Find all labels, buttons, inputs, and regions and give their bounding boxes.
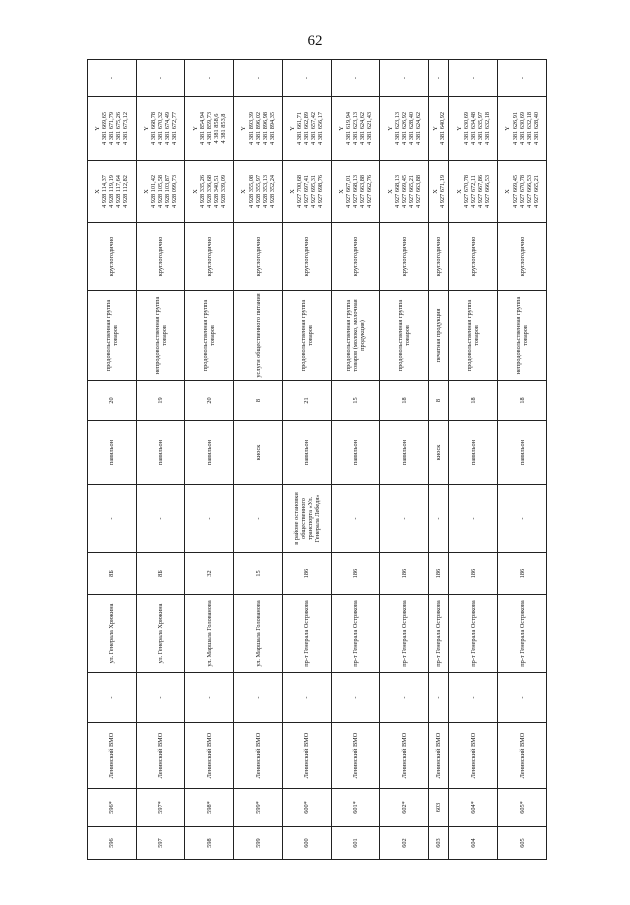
place-id-cell: 605* [498,789,547,827]
coordinate-line: Y [240,126,248,131]
coordinate-line: 4 381 854,94 [198,111,206,146]
row-number-cell: 599 [234,827,283,860]
place-id-cell: 599* [234,789,283,827]
specialization-cell: продовольственная группа товаров [282,291,331,381]
empty-column-cell: - [498,673,547,723]
row-number-cell: 603 [429,827,449,860]
empty-column-cell: - [234,673,283,723]
coordinate-line: 4 927 667,86 [476,174,484,209]
coordinate-line: 4 928 353,13 [261,174,269,209]
specialization-cell: услуги общественного питания [234,291,283,381]
object-type-cell: киоск [234,421,283,485]
street-cell: пр-т Генерала Острякова [331,595,380,673]
coordinate-line: 4 381 893,39 [247,111,255,146]
landmark-cell: - [498,485,547,553]
specialization-cell: продовольственная группа товаров [449,291,498,381]
coordinate-line: 4 381 662,89 [303,111,311,146]
y-coordinates-cell [498,97,547,161]
y-coordinates-cell [282,97,331,161]
period-cell: круглогодично [498,223,547,291]
object-type-cell: павильон [88,421,137,485]
house-number-cell: 186 [380,553,429,595]
coordinate-line: X [191,189,199,194]
y-coordinates-cell [380,97,429,161]
place-id-cell: 600* [282,789,331,827]
table-row [185,60,234,860]
area-cell: 20 [88,381,137,421]
row-number-cell: 596 [88,827,137,860]
district-cell: Ленинский ВМО [234,723,283,789]
coordinate-line: 4 927 665,21 [532,174,540,209]
coordinate-line: 4 381 621,43 [366,111,374,146]
coordinate-line: 4 381 640,92 [438,111,446,146]
x-coordinates-cell [498,161,547,223]
coordinate-line: 4 927 663,88 [359,174,367,209]
coordinate-line: 4 928 339,09 [219,174,227,209]
empty-column-cell: - [449,673,498,723]
coordinate-line: X [455,189,463,194]
coordinate-line: 4 381 673,12 [122,111,130,146]
specialization-cell: непродовольственная группа товаров [498,291,547,381]
area-cell: 8 [429,381,449,421]
x-coordinates-cell [88,161,137,223]
coordinate-line: 4 381 674,49 [164,111,172,146]
last-column-cell: - [498,60,547,97]
coordinate-line: 4 927 669,45 [400,174,408,209]
coordinate-line: X [386,189,394,194]
table-row [234,60,283,860]
coordinate-line: 4 928 335,26 [198,174,206,209]
last-column-cell: - [185,60,234,97]
y-coordinates-cell [234,97,283,161]
coordinate-line: 4 927 669,45 [511,174,519,209]
coordinate-line: 4 381 656,17 [317,111,325,146]
row-number-cell: 604 [449,827,498,860]
house-number-cell: 8Б [88,553,137,595]
x-coordinates-cell [331,161,380,223]
district-cell: Ленинский ВМО [498,723,547,789]
empty-column-cell: - [282,673,331,723]
coordinate-line: 4 928 336,68 [205,174,213,209]
coordinate-line: 4 381 628,40 [532,111,540,146]
coordinate-line: 4 381 671,79 [108,111,116,146]
row-number-cell: 597 [136,827,185,860]
coordinate-line: 4 381 634,48 [469,111,477,146]
table-row [429,60,449,860]
landmark-cell: - [136,485,185,553]
coordinate-line: 4 381 630,69 [462,111,470,146]
coordinate-line: 4 381 623,13 [352,111,360,146]
coordinate-line: Y [386,126,394,131]
specialization-cell: печатная продукция [429,291,449,381]
coordinate-line: 4 381 626,92 [400,111,408,146]
object-type-cell: павильон [449,421,498,485]
object-type-cell: павильон [282,421,331,485]
period-cell: круглогодично [380,223,429,291]
object-type-cell: павильон [185,421,234,485]
table-row [88,60,137,860]
coordinate-line: X [431,189,439,194]
coordinate-line: Y [289,126,297,131]
coordinate-line: 4 928 352,24 [268,174,276,209]
coordinate-line: 4 381 632,18 [525,111,533,146]
empty-column-cell: - [88,673,137,723]
district-cell: Ленинский ВМО [88,723,137,789]
area-cell: 18 [380,381,429,421]
page-number: 62 [307,33,323,49]
district-cell: Ленинский ВМО [282,723,331,789]
coordinate-line: 4 381 894,35 [268,111,276,146]
house-number-cell: 186 [331,553,380,595]
coordinate-line: 4 381 858,6 [212,113,220,144]
last-column-cell: - [88,60,137,97]
coordinate-line: 4 928 114,37 [101,175,109,208]
house-number-cell: 186 [282,553,331,595]
last-column-cell: - [380,60,429,97]
coordinate-line: X [289,189,297,194]
street-cell: пр-т Генерала Острякова [380,595,429,673]
x-coordinates-cell [449,161,498,223]
x-coordinates-cell [136,161,185,223]
object-type-cell: павильон [498,421,547,485]
coordinate-line: 4 927 666,53 [525,174,533,209]
specialization-cell: продовольственная группа товаров (молоко, молочная продукция) [331,291,380,381]
row-number-cell: 598 [185,827,234,860]
period-cell: круглогодично [185,223,234,291]
street-cell: ул. Генерала Хрюкина [88,595,137,673]
coordinate-line: 4 927 670,78 [462,174,470,209]
area-cell: 15 [331,381,380,421]
coordinate-line: 4 381 859,73 [205,111,213,146]
object-type-cell: павильон [136,421,185,485]
landmark-cell: - [88,485,137,553]
street-cell: пр-т Генерала Острякова [282,595,331,673]
coordinate-line: 4 381 853,8 [219,113,227,144]
coordinate-line: 4 928 105,58 [157,174,165,209]
empty-column-cell: - [185,673,234,723]
landmark-cell: - [185,485,234,553]
last-column-cell: - [282,60,331,97]
x-coordinates-cell [429,161,449,223]
coordinate-line: 4 381 657,42 [310,111,318,146]
coordinate-line: 4 927 663,88 [414,174,422,209]
period-cell: круглогодично [429,223,449,291]
house-number-cell: 186 [429,553,449,595]
period-cell: круглогодично [282,223,331,291]
coordinate-line: Y [142,126,150,131]
street-cell: пр-т Генерала Острякова [449,595,498,673]
district-cell: Ленинский ВМО [380,723,429,789]
period-cell: круглогодично [234,223,283,291]
table-row [498,60,547,860]
coordinate-line: 4 927 665,21 [407,174,415,209]
row-number-cell: 601 [331,827,380,860]
y-coordinates-cell [88,97,137,161]
district-cell: Ленинский ВМО [449,723,498,789]
house-number-cell: 8Б [136,553,185,595]
empty-column-cell: - [136,673,185,723]
house-number-cell: 15 [234,553,283,595]
area-cell: 8 [234,381,283,421]
specialization-cell: продовольственная группа товаров [185,291,234,381]
x-coordinates-cell [380,161,429,223]
object-type-cell: павильон [380,421,429,485]
rotated-table-container [87,60,547,860]
area-cell: 20 [185,381,234,421]
street-cell: ул. Маршала Голованова [185,595,234,673]
empty-column-cell: - [331,673,380,723]
house-number-cell: 186 [449,553,498,595]
period-cell: круглогодично [88,223,137,291]
coordinate-line: 4 927 668,13 [352,174,360,209]
last-column-cell: - [331,60,380,97]
landmark-cell: - [380,485,429,553]
street-cell: ул. Маршала Голованова [234,595,283,673]
coordinate-line: 4 381 669,65 [101,111,109,146]
last-column-cell: - [449,60,498,97]
coordinate-line: 4 381 896,02 [254,111,262,146]
place-id-cell: 603 [429,789,449,827]
object-type-cell: павильон [331,421,380,485]
coordinate-line: 4 927 668,13 [393,174,401,209]
empty-column-cell: - [380,673,429,723]
coordinate-line: 4 381 675,26 [115,111,123,146]
object-type-cell: киоск [429,421,449,485]
period-cell: круглогодично [331,223,380,291]
coordinate-line: 4 381 630,69 [518,111,526,146]
coordinate-line: 4 381 632,18 [483,111,491,146]
district-cell: Ленинский ВМО [185,723,234,789]
y-coordinates-cell [331,97,380,161]
coordinate-line: 4 381 624,62 [359,111,367,146]
specialization-cell: непродовольственная группа товаров [136,291,185,381]
coordinate-line: 4 381 670,32 [157,111,165,146]
area-cell: 18 [498,381,547,421]
coordinate-line: 4 928 112,82 [122,175,130,208]
table-row [136,60,185,860]
y-coordinates-cell [449,97,498,161]
coordinate-line: Y [337,126,345,131]
y-coordinates-cell [136,97,185,161]
coordinate-line: 4 927 670,78 [518,174,526,209]
row-number-cell: 605 [498,827,547,860]
coordinate-line: 4 381 635,97 [476,111,484,146]
x-coordinates-cell [185,161,234,223]
area-cell: 18 [449,381,498,421]
landmark-cell: - [429,485,449,553]
coordinate-line: Y [504,126,512,131]
kiosk-placement-table [87,59,547,860]
specialization-cell: продовольственная группа товаров [88,291,137,381]
house-number-cell: 186 [498,553,547,595]
coordinate-line: Y [431,126,439,131]
coordinate-line: 4 927 700,68 [296,174,304,209]
place-id-cell: 602* [380,789,429,827]
coordinate-line: 4 381 626,91 [511,111,519,146]
table-row [331,60,380,860]
house-number-cell: 32 [185,553,234,595]
street-cell: пр-т Генерала Острякова [429,595,449,673]
last-column-cell: - [136,60,185,97]
coordinate-line: 4 381 668,78 [150,111,158,146]
landmark-cell: - [234,485,283,553]
street-cell: ул. Генерала Хрюкина [136,595,185,673]
landmark-cell: в районе остановки общественного транспорта «Ул. Генерала Лебедя» [282,485,331,553]
coordinate-line: 4 928 119,19 [108,175,116,208]
coordinate-line: X [337,189,345,194]
coordinate-line: X [504,189,512,194]
table-row [282,60,331,860]
coordinate-line: 4 928 340,51 [212,174,220,209]
empty-column-cell: - [429,673,449,723]
coordinate-line: Y [455,126,463,131]
district-cell: Ленинский ВМО [429,723,449,789]
coordinate-line: 4 927 671,19 [438,174,446,209]
coordinate-line: 4 381 619,94 [344,111,352,146]
coordinate-line: X [240,189,248,194]
coordinate-line: 4 927 662,76 [366,174,374,209]
area-cell: 21 [282,381,331,421]
coordinate-line: 4 928 099,73 [171,174,179,209]
coordinate-line: Y [191,126,199,131]
district-cell: Ленинский ВМО [331,723,380,789]
coordinate-line: 4 381 672,77 [171,111,179,146]
coordinate-line: 4 928 355,08 [247,174,255,209]
x-coordinates-cell [234,161,283,223]
place-id-cell: 598* [185,789,234,827]
coordinate-line: 4 381 628,40 [407,111,415,146]
coordinate-line: 4 381 623,13 [393,111,401,146]
y-coordinates-cell [185,97,234,161]
table-row [449,60,498,860]
district-cell: Ленинский ВМО [136,723,185,789]
landmark-cell: - [449,485,498,553]
coordinate-line: 4 927 672,11 [469,175,477,208]
area-cell: 19 [136,381,185,421]
place-id-cell: 597* [136,789,185,827]
coordinate-line: X [94,189,102,194]
coordinate-line: 4 927 697,41 [303,174,311,209]
coordinate-line: 4 927 667,01 [344,174,352,209]
period-cell: круглогодично [449,223,498,291]
coordinate-line: 4 927 695,31 [310,174,318,209]
coordinate-line: 4 927 698,76 [317,174,325,209]
row-number-cell: 602 [380,827,429,860]
coordinate-line: Y [94,126,102,131]
period-cell: круглогодично [136,223,185,291]
row-number-cell: 600 [282,827,331,860]
place-id-cell: 604* [449,789,498,827]
coordinate-line: 4 928 103,87 [164,174,172,209]
place-id-cell: 596* [88,789,137,827]
coordinate-line: 4 381 896,98 [261,111,269,146]
coordinate-line: 4 928 355,97 [254,174,262,209]
coordinate-line: 4 381 624,62 [414,111,422,146]
last-column-cell: - [234,60,283,97]
y-coordinates-cell [429,97,449,161]
x-coordinates-cell [282,161,331,223]
landmark-cell: - [331,485,380,553]
coordinate-line: X [142,189,150,194]
coordinate-line: 4 381 661,71 [296,111,304,146]
specialization-cell: продовольственная группа товаров [380,291,429,381]
coordinate-line: 4 928 101,42 [150,174,158,209]
coordinate-line: 4 927 666,53 [483,174,491,209]
table-rotated-frame [87,60,547,860]
place-id-cell: 601* [331,789,380,827]
last-column-cell: - [429,60,449,97]
table-row [380,60,429,860]
coordinate-line: 4 928 117,64 [115,175,123,208]
street-cell: пр-т Генерала Острякова [498,595,547,673]
